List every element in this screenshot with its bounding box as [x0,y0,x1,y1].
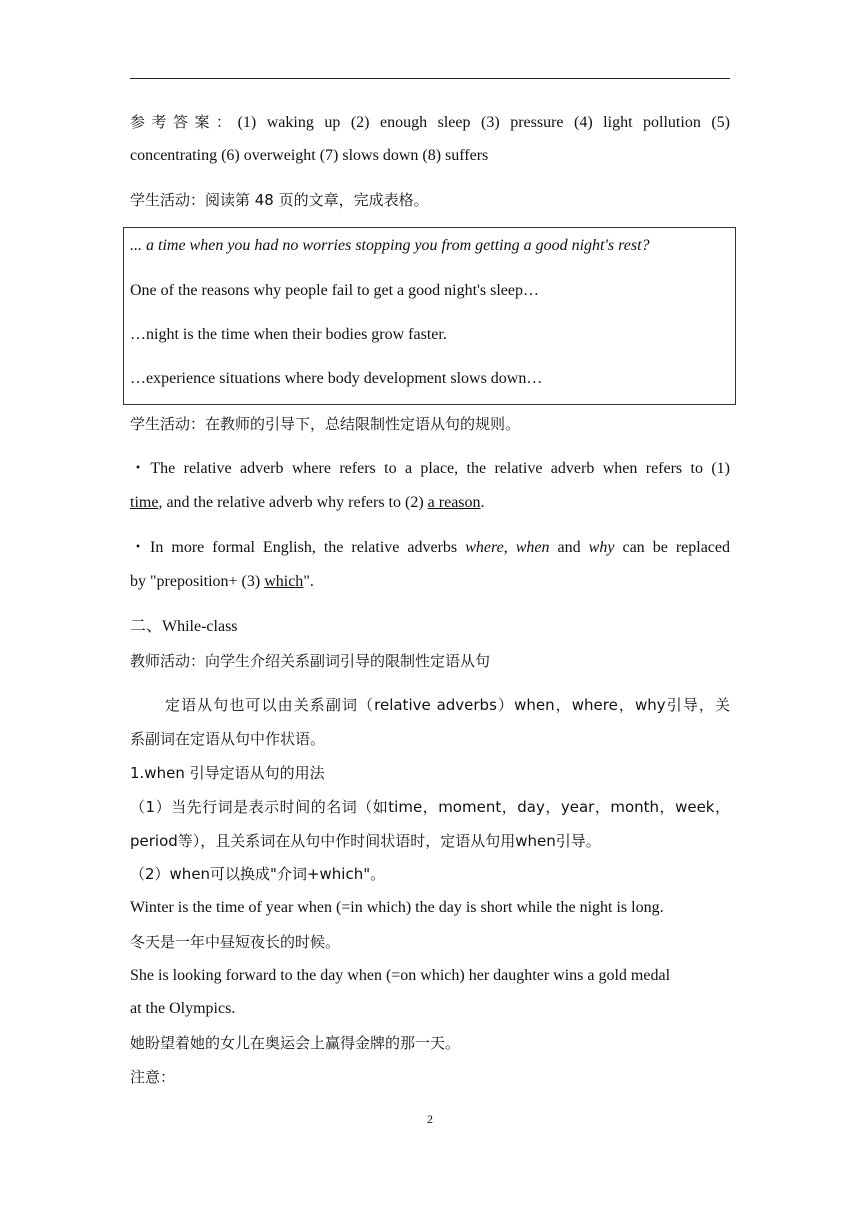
activity-summarize: 学生活动：在教师的引导下，总结限制性定语从句的规则。 [130,415,521,433]
example1-en: Winter is the time of year when (=in which) the day is short while the night is long. [130,899,664,916]
activity-read: 学生活动：阅读第 48 页的文章，完成表格。 [130,191,429,209]
example2-cn: 她盼望着她的女儿在奥运会上赢得金牌的那一天。 [130,1034,461,1052]
rule1-line-2: time, and the relative adverb why refers to (2) a reason. [130,494,485,511]
point1-line-2: period等），且关系词在从句中作时间状语时，定语从句用when引导。 [130,832,601,850]
answer-line-2: concentrating (6) overweight (7) slows down (8) suffers [130,147,489,164]
intro-line-2: 系副词在定语从句中作状语。 [130,730,326,748]
example2-en-line-2: at the Olympics. [130,1000,236,1017]
teacher-activity: 教师活动：向学生介绍关系副词引导的限制性定语从句 [130,652,491,670]
rule1-line-1: ・The relative adverb where refers to a place, the relative adverb when refers to (1) [130,460,730,477]
example2-en-line-1: She is looking forward to the day when (=on which) her daughter wins a gold medal [130,967,671,984]
point1-line-1: （1）当先行词是表示时间的名词（如time，moment，day，year，month，week， [130,798,730,816]
answer-prefix: 参考答案： [130,113,238,131]
point2: （2）when可以换成"介词+which"。 [130,865,386,883]
answer-line-1 [130,112,730,133]
when-heading: 1.when 引导定语从句的用法 [130,764,325,782]
answer-text-1: (1) waking up (2) enough sleep (3) pressure (4) light pollution (5) [237,114,730,131]
rule2-line-2: by "preposition+ (3) which". [130,573,314,590]
box-line-2: One of the reasons why people fail to get a good night's sleep… [130,282,540,299]
box-line-1: ... a time when you had no worries stopping you from getting a good night's rest? [130,237,650,254]
intro-line-1: 定语从句也可以由关系副词（relative adverbs）when，where，why引导，关 [165,696,730,714]
note-label: 注意： [130,1068,176,1086]
box-line-3: …night is the time when their bodies grow faster. [130,326,447,343]
example1-cn: 冬天是一年中昼短夜长的时候。 [130,933,341,951]
header-rule [130,78,730,79]
section-heading: 二、While-class [130,618,238,635]
box-line-4: …experience situations where body development slows down… [130,370,543,387]
answer-1: time [130,494,159,511]
rule2-line-1: ・In more formal English, the relative adverbs where, when and why can be replaced [130,539,731,556]
page-number: 2 [427,1112,433,1126]
answer-3: which [264,573,304,590]
answer-2: a reason [427,494,481,511]
